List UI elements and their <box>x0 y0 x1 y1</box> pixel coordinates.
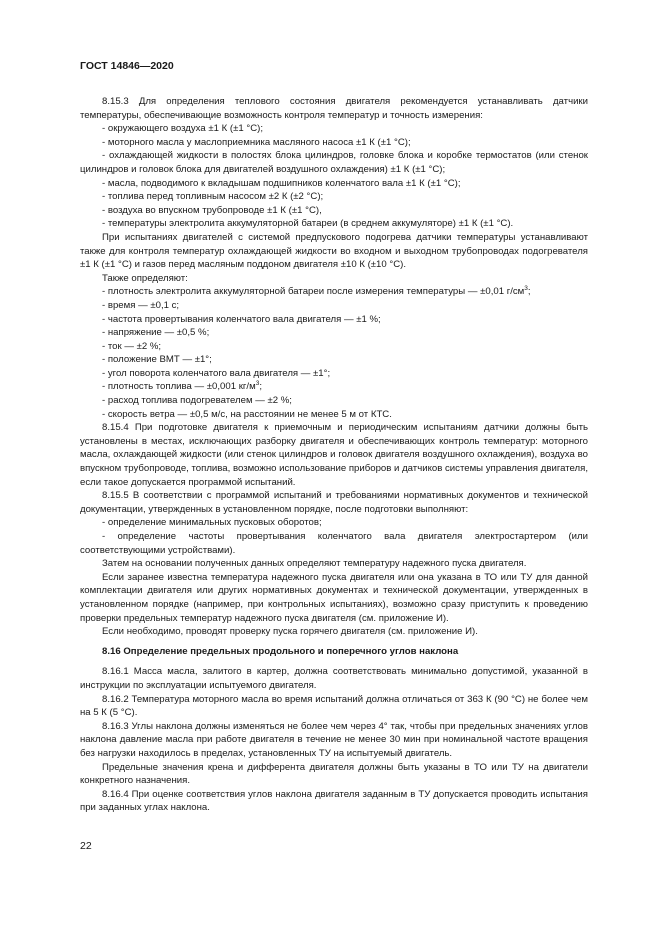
list-item <box>80 380 588 394</box>
list-item: - охлаждающей жидкости в полостях блока цилиндров, головке блока и коробке термостатов (или стенок цилиндров и головок блока для двигателей воздушного охлаждения) ±1 К (±1 °С); <box>80 150 588 175</box>
section-heading-8-16: 8.16 Определение предельных продольного и поперечного углов наклона <box>102 645 459 657</box>
list-item <box>80 285 588 299</box>
list-item: - топлива перед топливным насосом ±2 К (±2 °С); <box>102 191 324 203</box>
paragraph-8-15-4: 8.15.4 При подготовке двигателя к приемочным и периодическим испытаниям датчики должны быть установлены в местах, исключающих разборку двигателя и обеспечивающих контроль температур: моторного масла, охлаждающей жидкости (или стенок цилиндров и головок двигателя воздушного охлаждения), воздуха во впускном трубопроводе, топлива, возможно использование приборов и датчиков системы управления двигателя, если такое допускается программой испытаний. <box>80 422 588 488</box>
fuel-density-superscript: 3 <box>255 380 260 388</box>
paragraph-8-16-3: 8.16.3 Углы наклона должны изменяться не более чем через 4° так, чтобы при предельных значениях углов наклона давление масла при работе двигателя в течение не менее 30 мин при номинальной частоте вращения без нагрузки находилось в пределах, установленных ТУ на испытуемый двигатель. <box>80 720 588 759</box>
paragraph-preheat: При испытаниях двигателей с системой предпускового подогрева датчики температуры устанавливают также для контроля температур охлаждающей жидкости во входном и выходном трубопроводах подогревателя ±1 К (±1 °С) и газов перед масляным поддоном двигателя ±10 К (±10 °С). <box>80 231 588 271</box>
paragraph-8-15-3: 8.15.3 Для определения теплового состояния двигателя рекомендуется устанавливать датчики температуры, обеспечивающие возможность контроля температур и точность измерения: <box>80 96 588 121</box>
paragraph-8-16-4: 8.16.4 При оценке соответствия углов наклона двигателя заданным в ТУ допускается проводить испытания при заданных углах наклона. <box>80 788 588 814</box>
density-text: - плотность электролита аккумуляторной батареи после измерения температуры — ±0,01 г/см <box>102 286 525 298</box>
list-item: - напряжение — ±0,5 %; <box>102 327 210 339</box>
document-header: ГОСТ 14846—2020 <box>80 60 174 72</box>
list-item: - окружающего воздуха ±1 К (±1 °С); <box>102 123 263 135</box>
list-item: - положение ВМТ — ±1°; <box>102 354 212 366</box>
list-item: - время — ±0,1 с; <box>102 299 180 311</box>
list-item: - определение минимальных пусковых оборотов; <box>102 517 322 529</box>
list-item: - воздуха во впускном трубопроводе ±1 К (±1 °С), <box>102 204 322 216</box>
list-item: - температуры электролита аккумуляторной батареи (в среднем аккумуляторе) ±1 К (±1 °С). <box>102 218 514 230</box>
paragraph-8-16-2: 8.16.2 Температура моторного масла во время испытаний должна отличаться от 363 К (90 °С) не более чем на 5 К (5 °С). <box>80 693 588 719</box>
list-item: - частота провертывания коленчатого вала двигателя — ±1 %; <box>102 313 381 325</box>
fuel-density-end: ; <box>259 381 262 393</box>
list-item: - моторного масла у маслоприемника масляного насоса ±1 К (±1 °С); <box>102 136 411 148</box>
page-body <box>80 95 588 815</box>
paragraph-then: Затем на основании полученных данных определяют температуру надежного пуска двигателя. <box>102 558 527 570</box>
list-item: - расход топлива подогревателем — ±2 %; <box>102 395 292 407</box>
paragraph-limits: Предельные значения крена и дифферента двигателя должны быть указаны в ТО или ТУ на двигатели конкретного назначения. <box>80 761 588 787</box>
list-item: - масла, подводимого к вкладышам подшипников коленчатого вала ±1 К (±1 °С); <box>102 177 461 189</box>
fuel-density-text: - плотность топлива — ±0,001 кг/м <box>102 381 256 393</box>
paragraph-also: Также определяют: <box>102 272 188 284</box>
paragraph-hot-start: Если необходимо, проводят проверку пуска горячего двигателя (см. приложение И). <box>102 626 478 638</box>
density-superscript: 3 <box>524 285 528 293</box>
list-item: - определение частоты провертывания коленчатого вала двигателя электростартером (или соответствующими устройствами). <box>80 531 588 556</box>
density-end: ; <box>527 286 531 298</box>
list-item: - ток — ±2 %; <box>102 340 162 352</box>
paragraph-if-known: Если заранее известна температура надежного пуска двигателя или она указана в ТО или ТУ для данной комплектации двигателя или других нормативных документах и технической документации, утвержденных в установленном порядке (например, при контрольных испытаниях), возможно сразу приступить к проведению проверки предельных температур надежного пуска двигателя (см. приложение И). <box>80 571 588 624</box>
paragraph-8-15-5: 8.15.5 В соответствии с программой испытаний и требованиями нормативных документов и технической документации, утвержденных в установленном порядке, после подготовки выполняют: <box>80 490 588 515</box>
list-item: - скорость ветра — ±0,5 м/с, на расстоянии не менее 5 м от КТС. <box>102 408 392 420</box>
list-item: - угол поворота коленчатого вала двигателя — ±1°; <box>102 367 331 379</box>
paragraph-8-16-1: 8.16.1 Масса масла, залитого в картер, должна соответствовать минимально допустимой, указанной в инструкции по эксплуатации испытуемого двигателя. <box>80 666 588 691</box>
page-number: 22 <box>80 840 92 852</box>
